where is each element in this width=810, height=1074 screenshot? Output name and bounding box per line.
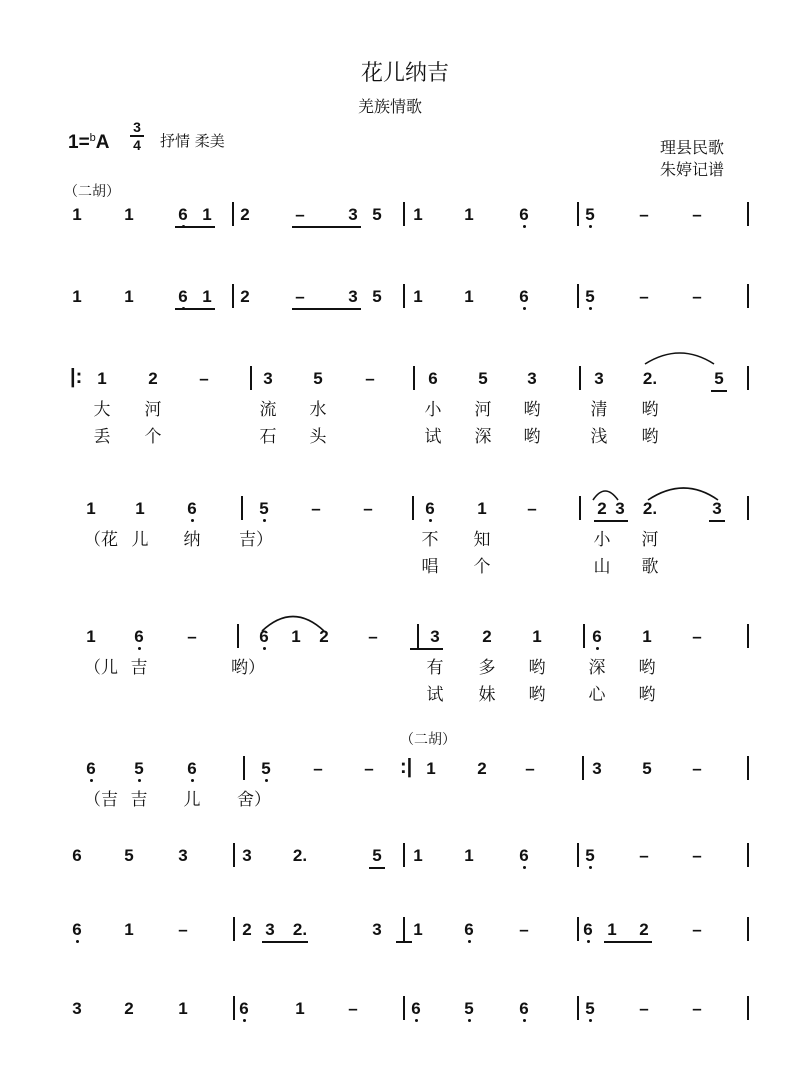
lyric-syllable: 知 (473, 530, 491, 550)
note: 5 (124, 846, 134, 865)
lower-octave-dot (523, 225, 526, 228)
lower-octave-dot (587, 940, 590, 943)
lyric-syllable: 深 (474, 427, 492, 447)
lyric-syllable: 河 (144, 400, 162, 420)
lower-octave-dot (589, 307, 592, 310)
lower-octave-dot (90, 779, 93, 782)
time-signature (130, 120, 144, 152)
lyric-syllable: 吉 (130, 658, 148, 678)
bar-line (582, 756, 584, 780)
instrument-label-intro: （二胡） (64, 184, 120, 200)
note: 1 (532, 627, 542, 646)
note: 2 (240, 205, 250, 224)
note: 6 (178, 287, 188, 306)
note: 3 (265, 920, 275, 939)
dash-extension: – (639, 846, 649, 865)
lyric-syllable: 哟 (523, 427, 541, 447)
lower-octave-dot (596, 647, 599, 650)
beam-underline (262, 941, 308, 943)
repeat-start: |: (70, 366, 83, 388)
note: 1 (413, 846, 423, 865)
lyric-syllable: 河 (641, 530, 659, 550)
beam-underline (410, 648, 443, 650)
lyric-syllable: 有 (426, 658, 444, 678)
slur-tie (645, 353, 714, 364)
lower-octave-dot (589, 1019, 592, 1022)
dash-extension: – (364, 759, 374, 778)
lyric-syllable: 深 (588, 658, 606, 678)
lyric-syllable: 浅 (590, 427, 608, 447)
note: 6 (72, 920, 82, 939)
lyric-syllable: 舍） (237, 790, 271, 810)
dash-extension: – (639, 287, 649, 306)
beam-underline (709, 520, 725, 522)
note: 6 (259, 627, 269, 646)
note: 2 (242, 920, 252, 939)
lyric-syllable: （花 (84, 530, 118, 550)
note: 6 (428, 369, 438, 388)
lyric-syllable: 水 (309, 400, 327, 420)
lyric-syllable: 头 (309, 427, 327, 447)
bar-line (747, 284, 749, 308)
note: 2. (642, 369, 658, 388)
dash-extension: – (525, 759, 535, 778)
lyric-syllable: 河 (474, 400, 492, 420)
lyric-syllable: 心 (588, 685, 606, 705)
lyric-syllable: 小 (424, 400, 442, 420)
note: 1 (97, 369, 107, 388)
note: 3 (178, 846, 188, 865)
bar-line (747, 624, 749, 648)
dash-extension: – (527, 499, 537, 518)
dash-extension: – (187, 627, 197, 646)
note: 1 (413, 920, 423, 939)
bar-line (747, 996, 749, 1020)
note: 1 (413, 287, 423, 306)
lower-octave-dot (468, 940, 471, 943)
note: 3 (372, 920, 382, 939)
note: 6 (72, 846, 82, 865)
note: 1 (464, 205, 474, 224)
dash-extension: – (519, 920, 529, 939)
lyric-syllable: 哟 (638, 658, 656, 678)
bar-line (412, 496, 414, 520)
note: 2 (319, 627, 329, 646)
note: 1 (86, 627, 96, 646)
dash-extension: – (313, 759, 323, 778)
lower-octave-dot (191, 519, 194, 522)
lower-octave-dot (523, 1019, 526, 1022)
lyric-syllable: 妹 (478, 685, 496, 705)
lyric-syllable: 吉 (130, 790, 148, 810)
note: 5 (134, 759, 144, 778)
note: 6 (239, 999, 249, 1018)
lyric-syllable: 哟 (528, 685, 546, 705)
lower-octave-dot (523, 307, 526, 310)
beam-underline (175, 308, 215, 310)
note: 6 (411, 999, 421, 1018)
lyric-syllable: 试 (424, 427, 442, 447)
dash-extension: – (692, 627, 702, 646)
bar-line (579, 366, 581, 390)
note: 3 (242, 846, 252, 865)
note: 1 (426, 759, 436, 778)
lyric-syllable: 哟 (638, 685, 656, 705)
note: 2 (124, 999, 134, 1018)
bar-line (403, 284, 405, 308)
bar-line (747, 917, 749, 941)
bar-line (243, 756, 245, 780)
note: 3 (348, 287, 358, 306)
lyric-syllable: 哟 (641, 400, 659, 420)
time-signature-top: 3 (133, 119, 141, 135)
dash-extension: – (199, 369, 209, 388)
note: 1 (202, 287, 212, 306)
lyric-syllable: 石 (259, 427, 277, 447)
bar-line (747, 843, 749, 867)
note: 1 (295, 999, 305, 1018)
note: 5 (464, 999, 474, 1018)
lyric-syllable: 儿 (131, 530, 149, 550)
lower-octave-dot (589, 225, 592, 228)
beam-underline (292, 226, 361, 228)
note: 1 (72, 205, 82, 224)
note: 6 (519, 287, 529, 306)
note: 2 (477, 759, 487, 778)
lyric-syllable: 纳 (183, 530, 201, 550)
note: 3 (592, 759, 602, 778)
dash-extension: – (363, 499, 373, 518)
note: 3 (712, 499, 722, 518)
lower-octave-dot (468, 1019, 471, 1022)
note: 2 (148, 369, 158, 388)
note: 5 (372, 205, 382, 224)
note: 1 (607, 920, 617, 939)
performance-direction: 抒情 柔美 (160, 132, 225, 150)
note: 3 (594, 369, 604, 388)
note: 5 (261, 759, 271, 778)
lower-octave-dot (589, 866, 592, 869)
dash-extension: – (692, 287, 702, 306)
note: 5 (585, 999, 595, 1018)
note: 6 (187, 499, 197, 518)
note: 5 (585, 205, 595, 224)
dash-extension: – (639, 205, 649, 224)
bar-line (747, 366, 749, 390)
lyric-syllable: 大 (93, 400, 111, 420)
note: 1 (72, 287, 82, 306)
lyric-syllable: 歌 (641, 557, 659, 577)
time-signature-bottom: 4 (133, 136, 141, 153)
lyric-syllable: 清 (590, 400, 608, 420)
note: 5 (714, 369, 724, 388)
lyric-syllable: 哟 (528, 658, 546, 678)
note: 6 (86, 759, 96, 778)
lyric-syllable: 哟 (641, 427, 659, 447)
lyric-syllable: 个 (144, 427, 162, 447)
note: 1 (464, 846, 474, 865)
note: 5 (259, 499, 269, 518)
note: 1 (477, 499, 487, 518)
beam-underline (292, 308, 361, 310)
bar-line (250, 366, 252, 390)
dash-extension: – (692, 920, 702, 939)
bar-line (747, 756, 749, 780)
note: 2. (292, 920, 308, 939)
note: 1 (291, 627, 301, 646)
note: 3 (263, 369, 273, 388)
lyric-syllable: 流 (259, 400, 277, 420)
note: 1 (178, 999, 188, 1018)
note: 5 (372, 287, 382, 306)
note: 5 (642, 759, 652, 778)
bar-line (403, 917, 405, 941)
lower-octave-dot (191, 779, 194, 782)
dash-extension: – (639, 999, 649, 1018)
lower-octave-dot (138, 779, 141, 782)
note: 6 (425, 499, 435, 518)
note: 5 (372, 846, 382, 865)
note: 1 (124, 920, 134, 939)
note: 3 (430, 627, 440, 646)
beam-underline (369, 867, 385, 869)
beam-underline (594, 520, 628, 522)
beam-underline (711, 390, 727, 392)
beam-underline (396, 941, 412, 943)
dash-extension: – (692, 759, 702, 778)
note: 1 (124, 287, 134, 306)
lower-octave-dot (243, 1019, 246, 1022)
dash-extension: – (692, 846, 702, 865)
lyric-syllable: 唱 (421, 557, 439, 577)
note: 2. (642, 499, 658, 518)
beam-underline (604, 941, 652, 943)
bar-line (403, 202, 405, 226)
lyric-syllable: 试 (426, 685, 444, 705)
key-note: A (95, 132, 110, 153)
lyric-syllable: 山 (593, 557, 611, 577)
credit-transcriber: 朱婷记谱 (660, 160, 725, 179)
bar-line (417, 624, 419, 648)
note: 1 (86, 499, 96, 518)
note: 6 (519, 999, 529, 1018)
note: 5 (313, 369, 323, 388)
instrument-label-interlude: （二胡） (400, 732, 456, 748)
lyric-syllable: （吉 (84, 790, 118, 810)
note: 6 (464, 920, 474, 939)
bar-line (413, 366, 415, 390)
note: 1 (413, 205, 423, 224)
dash-extension: – (348, 999, 358, 1018)
lower-octave-dot (523, 866, 526, 869)
note: 2 (597, 499, 607, 518)
lyric-syllable: 小 (593, 530, 611, 550)
lower-octave-dot (263, 647, 266, 650)
lower-octave-dot (138, 647, 141, 650)
dash-extension: – (311, 499, 321, 518)
key-prefix: 1= (68, 132, 90, 153)
note: 2 (240, 287, 250, 306)
bar-line (237, 624, 239, 648)
lyric-syllable: 吉） (239, 530, 273, 550)
dash-extension: – (368, 627, 378, 646)
note: 6 (592, 627, 602, 646)
note: 1 (642, 627, 652, 646)
key-signature (68, 133, 110, 152)
slur-tie (648, 488, 718, 500)
note: 2 (639, 920, 649, 939)
credit-origin: 理县民歌 (660, 138, 725, 157)
lower-octave-dot (415, 1019, 418, 1022)
bar-line (747, 496, 749, 520)
lyric-syllable: （儿 (84, 658, 118, 678)
repeat-end: :| (400, 756, 413, 778)
note: 3 (615, 499, 625, 518)
note: 5 (585, 287, 595, 306)
dash-extension: – (692, 999, 702, 1018)
note: 6 (583, 920, 593, 939)
bar-line (579, 496, 581, 520)
dash-extension: – (365, 369, 375, 388)
note: 3 (72, 999, 82, 1018)
lyric-syllable: 丢 (93, 427, 111, 447)
note: 1 (202, 205, 212, 224)
dash-extension: – (295, 205, 305, 224)
note: 1 (464, 287, 474, 306)
bar-line (241, 496, 243, 520)
song-subtitle: 羌族情歌 (357, 97, 422, 116)
dash-extension: – (178, 920, 188, 939)
flat-sign: b (89, 132, 96, 144)
beam-underline (175, 226, 215, 228)
lyric-syllable: 儿 (183, 790, 201, 810)
note: 1 (135, 499, 145, 518)
note: 5 (478, 369, 488, 388)
song-title: 花儿纳吉 (360, 61, 449, 86)
lower-octave-dot (76, 940, 79, 943)
dash-extension: – (692, 205, 702, 224)
lower-octave-dot (263, 519, 266, 522)
dash-extension: – (295, 287, 305, 306)
lower-octave-dot (429, 519, 432, 522)
note: 6 (187, 759, 197, 778)
lyric-syllable: 不 (421, 530, 439, 550)
lyric-syllable: 多 (478, 658, 496, 678)
lyric-syllable: 哟 (523, 400, 541, 420)
note: 6 (134, 627, 144, 646)
bar-line (747, 202, 749, 226)
note: 1 (124, 205, 134, 224)
note: 6 (178, 205, 188, 224)
lower-octave-dot (265, 779, 268, 782)
note: 2. (292, 846, 308, 865)
bar-line (403, 843, 405, 867)
note: 6 (519, 205, 529, 224)
note: 6 (519, 846, 529, 865)
note: 3 (527, 369, 537, 388)
lyric-syllable: 哟） (231, 658, 265, 678)
note: 5 (585, 846, 595, 865)
note: 3 (348, 205, 358, 224)
lyric-syllable: 个 (473, 557, 491, 577)
note: 2 (482, 627, 492, 646)
